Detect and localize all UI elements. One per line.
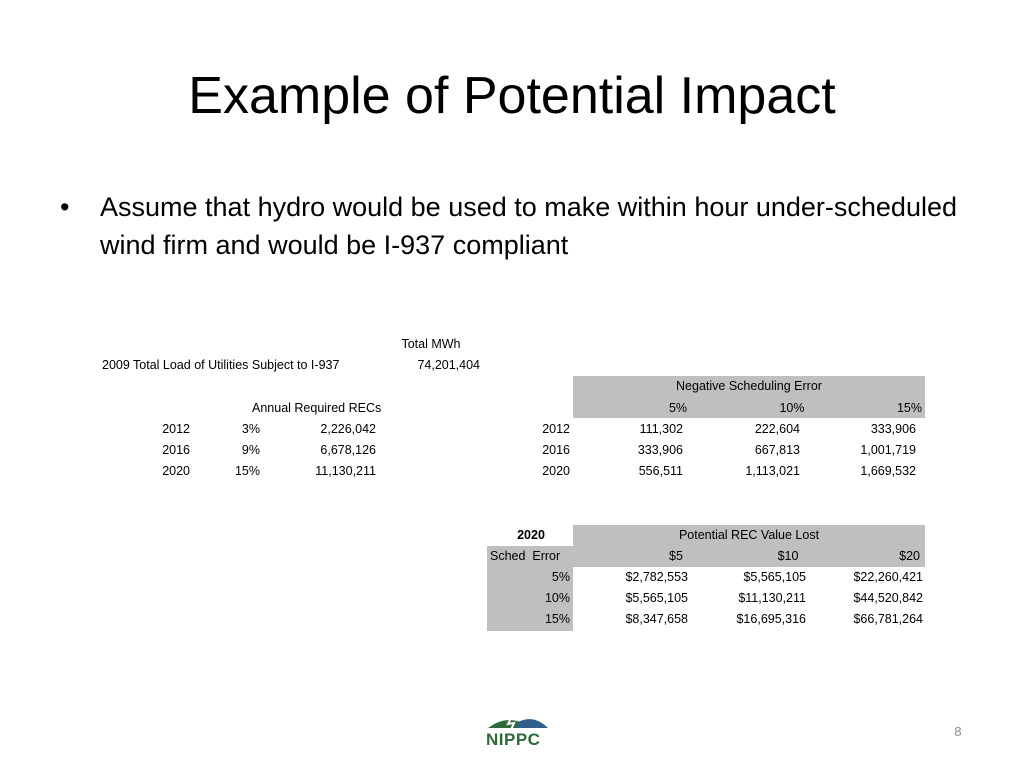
rec-cell: $2,782,553	[625, 570, 688, 584]
rec-row-header: Sched Error	[490, 549, 561, 563]
neg-cell: 1,001,719	[860, 443, 916, 457]
rec-cell: $11,130,211	[738, 591, 806, 605]
rec-year: 2020	[517, 528, 545, 542]
left-row-year: 2016	[162, 443, 190, 457]
rec-cell: $66,781,264	[853, 612, 923, 626]
left-row-year: 2012	[162, 422, 190, 436]
neg-row-year: 2020	[542, 464, 570, 478]
neg-cell: 1,113,021	[745, 464, 800, 478]
left-row-recs: 2,226,042	[320, 422, 376, 436]
rec-row-err: 5%	[551, 570, 570, 584]
left-row-pct: 9%	[241, 443, 260, 457]
bullet-dot: •	[60, 192, 70, 222]
rec-cell: $5,565,105	[743, 570, 806, 584]
neg-cell: 222,604	[754, 422, 800, 436]
load-label: 2009 Total Load of Utilities Subject to I-937	[102, 358, 340, 372]
load-value: 74,201,404	[417, 358, 480, 372]
left-row-year: 2020	[162, 464, 190, 478]
neg-header: Negative Scheduling Error	[676, 379, 822, 393]
neg-col-header: 10%	[779, 401, 805, 415]
rec-cell: $5,565,105	[625, 591, 688, 605]
left-row-pct: 15%	[234, 464, 260, 478]
neg-cell: 556,511	[638, 464, 683, 478]
neg-row-year: 2012	[542, 422, 570, 436]
rec-col-header: $20	[899, 549, 920, 563]
recs-header: Annual Required RECs	[252, 401, 382, 415]
rec-cell: $22,260,421	[853, 570, 923, 584]
neg-col-header: 5%	[668, 401, 688, 415]
neg-cell: 667,813	[754, 443, 800, 457]
total-mwh-header: Total MWh	[401, 337, 461, 351]
rec-cell: $16,695,316	[736, 612, 806, 626]
rec-row-err: 10%	[544, 591, 570, 605]
neg-cell: 333,906	[870, 422, 916, 436]
neg-row-year: 2016	[542, 443, 570, 457]
neg-cell: 111,302	[639, 422, 683, 436]
slide-title: Example of Potential Impact	[188, 67, 836, 125]
rec-cell: $8,347,658	[625, 612, 688, 626]
bullet-text: Assume that hydro would be used to make within hour under-scheduled wind firm and would be I-937 compliant	[100, 192, 957, 260]
left-row-recs: 11,130,211	[315, 464, 376, 478]
rec-cell: $44,520,842	[853, 591, 923, 605]
rec-header: Potential REC Value Lost	[678, 528, 820, 542]
neg-cell: 1,669,532	[860, 464, 916, 478]
neg-col-header: 15%	[896, 401, 922, 415]
page-number: 8	[954, 724, 962, 739]
rec-col-header: $5	[669, 549, 683, 563]
rec-row-err: 15%	[544, 612, 570, 626]
left-row-recs: 6,678,126	[320, 443, 376, 457]
logo-text: NIPPC	[486, 730, 541, 749]
neg-cell: 333,906	[637, 443, 683, 457]
left-row-pct: 3%	[241, 422, 260, 436]
rec-col-header: $10	[777, 549, 799, 563]
